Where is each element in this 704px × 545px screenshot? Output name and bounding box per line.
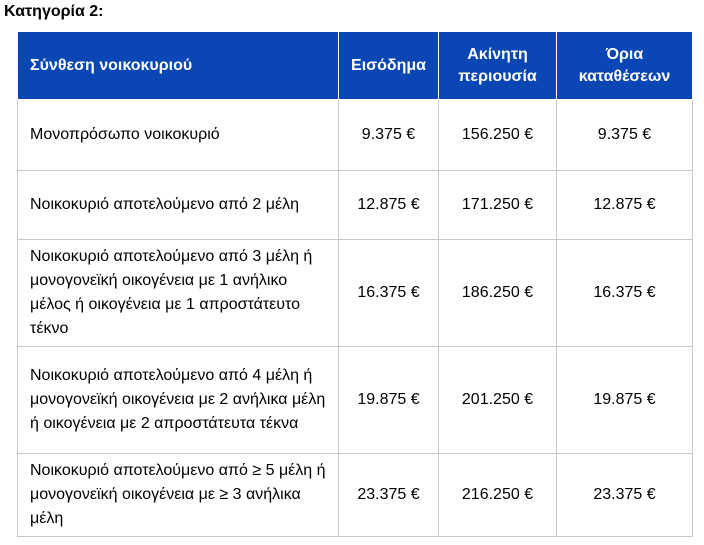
- deposits-cell: 19.875 €: [557, 347, 693, 454]
- table-row: [18, 347, 693, 454]
- income-cell: 9.375 €: [339, 100, 439, 171]
- household-cell: Νοικοκυριό αποτελούμενο από 2 μέλη: [18, 171, 339, 240]
- property-cell: 156.250 €: [439, 100, 557, 171]
- header-real-estate: Ακίνητη περιουσία: [439, 32, 557, 100]
- deposits-cell: 9.375 €: [557, 100, 693, 171]
- property-cell: 171.250 €: [439, 171, 557, 240]
- household-cell: Νοικοκυριό αποτελούμενο από 4 μέλη ή μονογονεϊκή οικογένεια με 2 ανήλικα μέλη ή οικογένεια με 2 απροστάτευτα τέκνα: [18, 347, 339, 454]
- header-deposit-limits: Όρια καταθέσεων: [557, 32, 693, 100]
- income-criteria-table: [17, 31, 693, 537]
- household-cell: Νοικοκυριό αποτελούμενο από ≥ 5 μέλη ή μονογονεϊκή οικογένεια με ≥ 3 ανήλικα μέλη: [18, 454, 339, 537]
- property-cell: 186.250 €: [439, 240, 557, 347]
- category-title: Κατηγορία 2:: [4, 3, 104, 20]
- table-row: [18, 171, 693, 240]
- income-cell: 12.875 €: [339, 171, 439, 240]
- table-row: [18, 240, 693, 347]
- household-cell: Νοικοκυριό αποτελούμενο από 3 μέλη ή μονογονεϊκή οικογένεια με 1 ανήλικο μέλος ή οικογένεια με 1 απροστάτευτο τέκνο: [18, 240, 339, 347]
- income-cell: 19.875 €: [339, 347, 439, 454]
- property-cell: 201.250 €: [439, 347, 557, 454]
- header-household-composition: Σύνθεση νοικοκυριού: [18, 32, 339, 100]
- table-row: [18, 100, 693, 171]
- deposits-cell: 16.375 €: [557, 240, 693, 347]
- table-header-row: [18, 32, 693, 100]
- table-row: [18, 454, 693, 537]
- header-income: Εισόδημα: [339, 32, 439, 100]
- property-cell: 216.250 €: [439, 454, 557, 537]
- deposits-cell: 23.375 €: [557, 454, 693, 537]
- household-cell: Μονοπρόσωπο νοικοκυριό: [18, 100, 339, 171]
- income-cell: 23.375 €: [339, 454, 439, 537]
- income-cell: 16.375 €: [339, 240, 439, 347]
- deposits-cell: 12.875 €: [557, 171, 693, 240]
